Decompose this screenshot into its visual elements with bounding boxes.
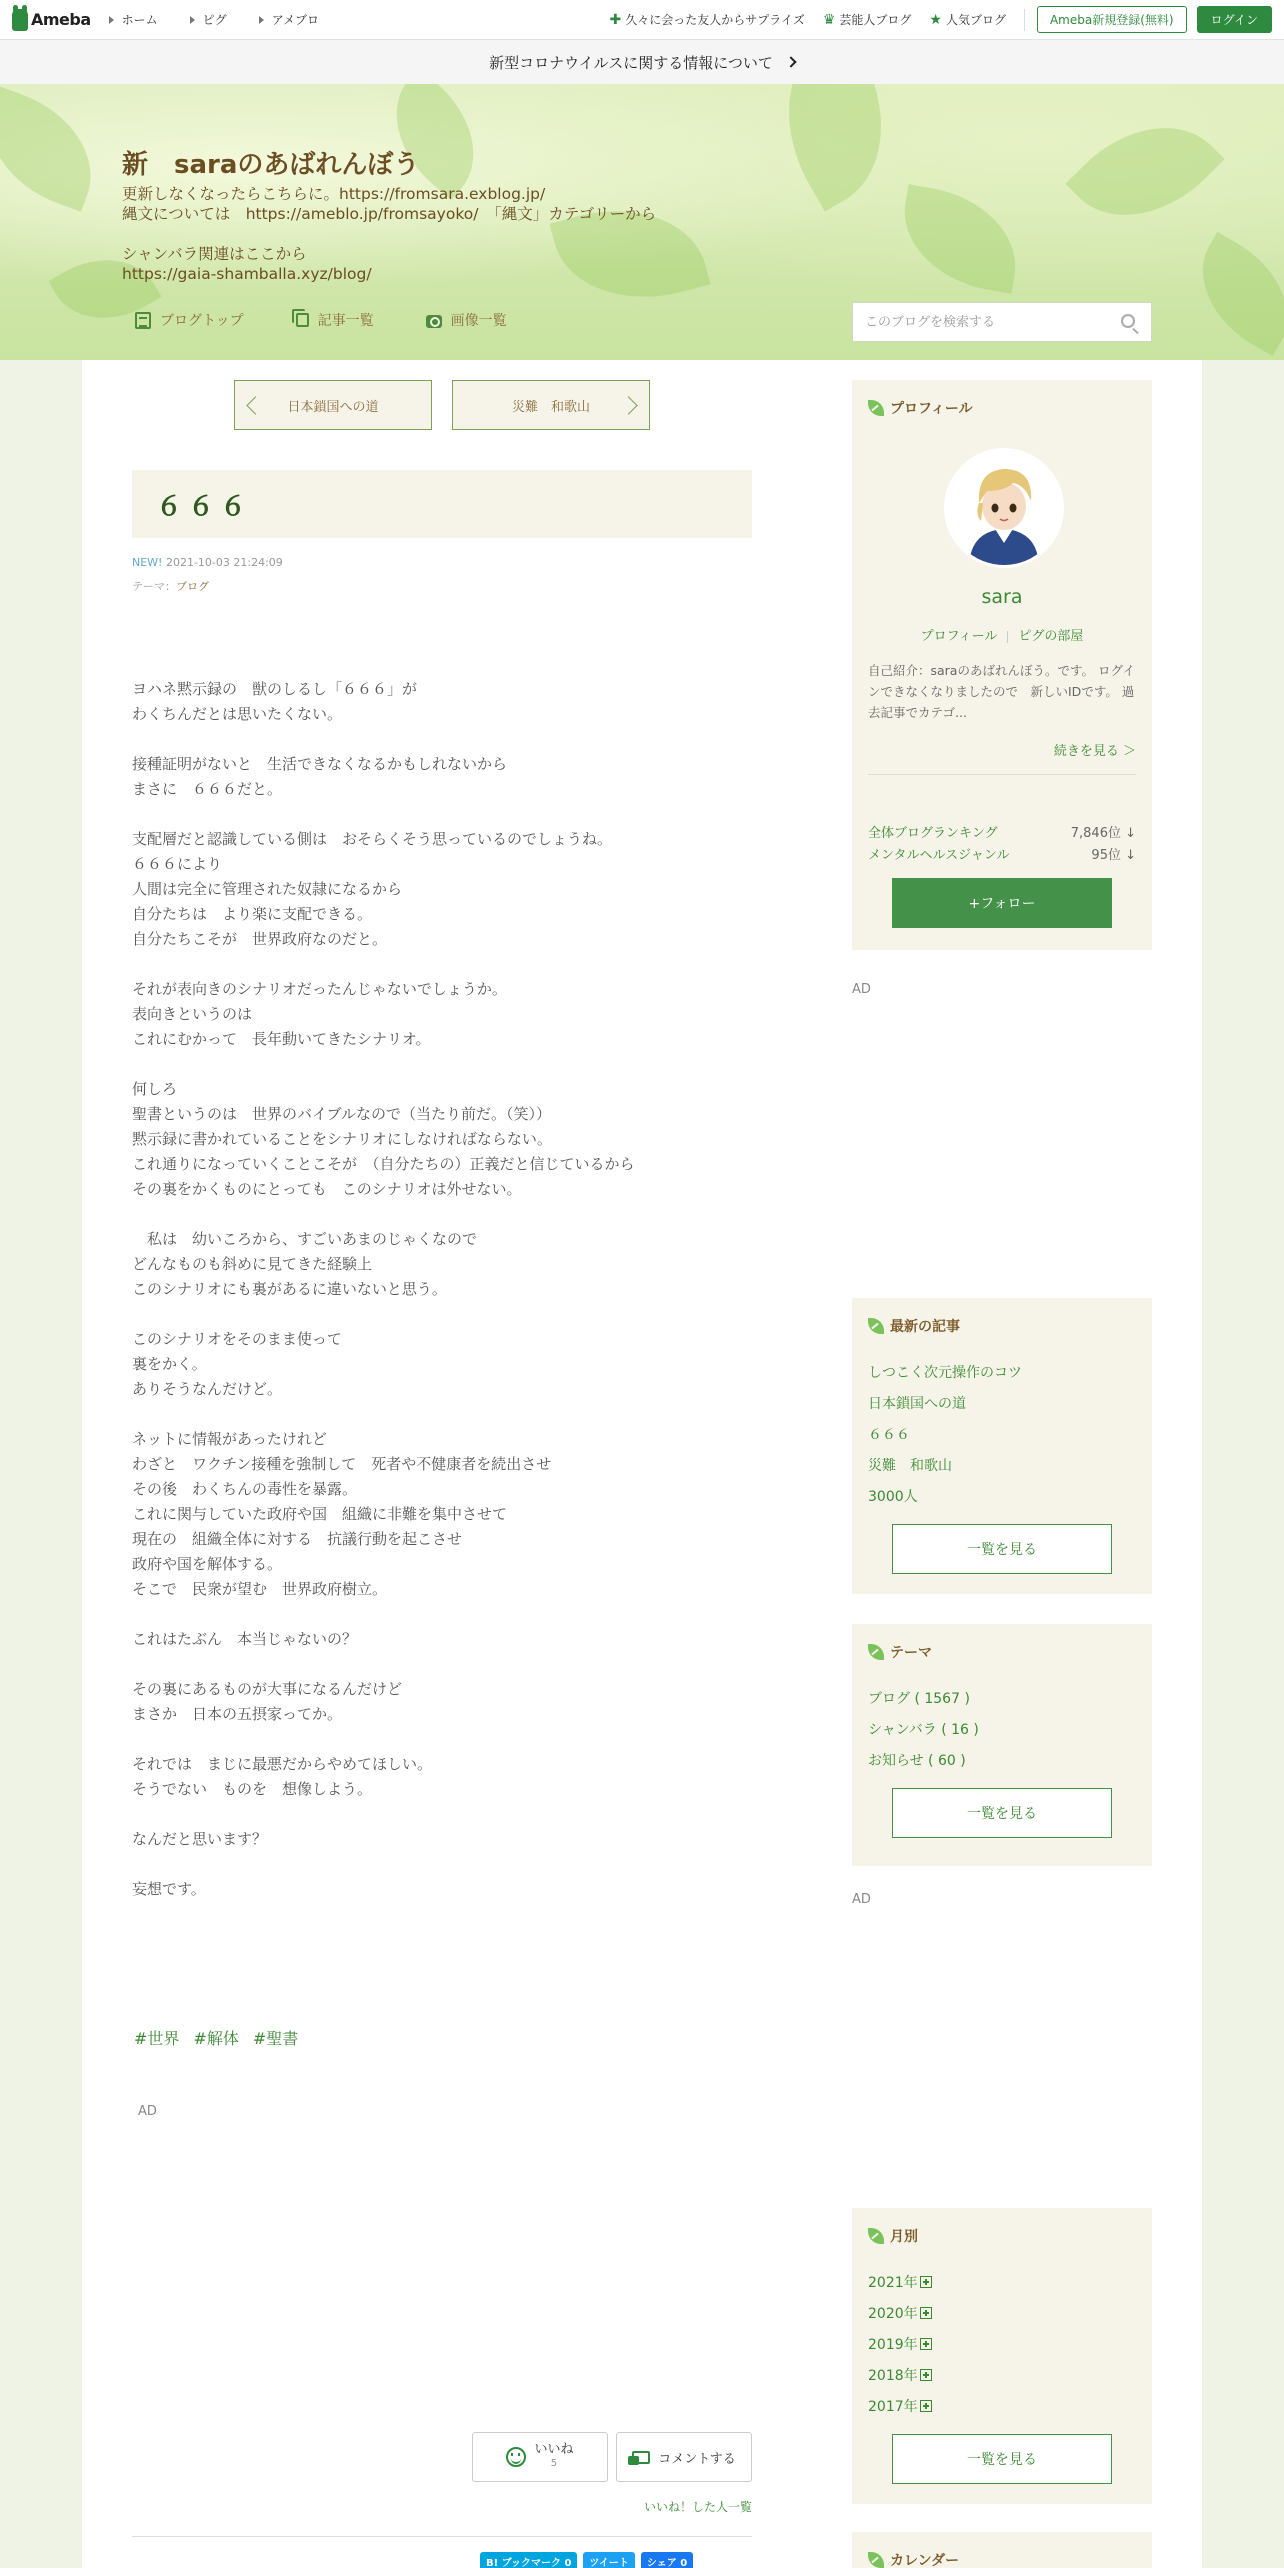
recent-entry-link[interactable]: しつこく次元操作のコツ	[868, 1365, 1022, 1381]
profile-intro: 自己紹介：saraのあばれんぼう。です。 ログインできなくなりましたので 新しいIDです。 過去記事でカテゴ...	[868, 663, 1135, 720]
popular-blog-link[interactable]	[929, 11, 1006, 28]
monthly-heading-text: 月別	[890, 2229, 918, 2245]
body-line: その後 わくちんの毒性を暴露。	[132, 1480, 358, 1498]
body-line: これにむかって 長年動いてきたシナリオ。	[132, 1030, 431, 1048]
article-title	[132, 470, 752, 538]
blog-top-label: ブログトップ	[160, 313, 244, 329]
entry-list-label: 記事一覧	[317, 313, 374, 329]
hashtag[interactable]: #聖書	[252, 2029, 299, 2048]
login-button[interactable]: ログイン	[1197, 6, 1272, 33]
body-line: これに関与していた政府や国 組織に非難を集中させて	[132, 1505, 508, 1523]
hashtag[interactable]: #解体	[193, 2029, 239, 2048]
like-text	[534, 2443, 573, 2471]
body-line: このシナリオにも裏があるに違いないと思う。	[132, 1280, 447, 1298]
article-body	[132, 652, 752, 1902]
body-line	[132, 1652, 752, 1677]
theme-heading-text: テーマ	[890, 1645, 932, 1661]
surprise-link[interactable]	[610, 11, 805, 28]
ad-label: AD	[852, 1892, 871, 1907]
body-line	[132, 1802, 752, 1827]
body-line	[132, 1602, 752, 1627]
body-line	[132, 1302, 752, 1327]
body-line: 何しろ	[132, 1080, 178, 1098]
leaf-decoration	[367, 84, 503, 200]
register-button[interactable]: Ameba新規登録(無料)	[1037, 6, 1187, 33]
body-line: その裏にあるものが大事になるんだけど	[132, 1680, 403, 1698]
body-line: まさか 日本の五摂家ってか。	[132, 1705, 343, 1723]
overall-ranking	[868, 822, 1136, 841]
nav-ameblo[interactable]: アメブロ	[259, 11, 319, 28]
body-line: そうでない ものを 想像しよう。	[132, 1780, 373, 1798]
body-line: どんなものも斜めに見てきた経験上	[132, 1255, 373, 1273]
body-line: 聖書というのは 世界のバイブルなので（当たり前だ。（笑））	[132, 1105, 551, 1123]
year-item[interactable]	[868, 2272, 1136, 2303]
body-line: 表向きというのは	[132, 1005, 253, 1023]
year-label: 2020年	[868, 2306, 918, 2322]
body-line: 自分たちは より楽に支配できる。	[132, 905, 373, 923]
ranking-label[interactable]: 全体ブログランキング	[868, 826, 998, 841]
follow-button[interactable]: +フォロー	[892, 878, 1112, 928]
document-icon	[135, 312, 151, 329]
blog-nav	[135, 310, 559, 330]
body-line: 現在の 組織全体に対する 抗議行動を起こさせ	[132, 1530, 463, 1548]
blog-description: 更新しなくなったらこちらに。https://fromsara.exblog.jp/ 縄文については https://ameblo.jp/fromsayoko/ 「縄文」カテゴリーから シャンバラ関連はここから https://gaia-shamballa.xyz/blog/	[122, 185, 657, 283]
year-label: 2018年	[868, 2368, 918, 2384]
year-label: 2019年	[868, 2337, 918, 2353]
calendar-heading	[868, 2532, 1136, 2568]
expand-plus-icon[interactable]	[920, 2307, 932, 2319]
header-right	[610, 6, 1284, 33]
calendar-heading-text: カレンダー	[890, 2553, 960, 2568]
body-line: なんだと思います？	[132, 1830, 268, 1848]
body-line	[132, 1052, 752, 1077]
body-line: ヨハネ黙示録の 獣のしるし「６６６」が	[132, 680, 418, 698]
profile-more-link[interactable]: 続きを見る ＞	[1053, 744, 1136, 759]
new-badge: NEW!	[132, 556, 163, 569]
divider	[1024, 9, 1025, 31]
smile-icon	[506, 2447, 526, 2467]
search-icon[interactable]	[1121, 314, 1135, 328]
body-line: それが表向きのシナリオだったんじゃないでしょうか。	[132, 980, 507, 998]
leaf-decoration	[750, 84, 920, 211]
recent-list	[868, 1362, 1136, 1517]
tweet-button[interactable]: ツイート	[583, 2552, 635, 2568]
nav-pigg[interactable]: ピグ	[190, 11, 227, 28]
theme-link[interactable]: シャンバラ ( 16 )	[868, 1722, 979, 1738]
like-button[interactable]	[472, 2432, 608, 2482]
profile-links	[852, 625, 1152, 644]
covid-notice-link[interactable]	[0, 40, 1284, 84]
body-line: ６６６により	[132, 855, 223, 873]
theme-link[interactable]: ブログ ( 1567 )	[868, 1691, 970, 1707]
body-line: 政府や国を解体する。	[132, 1555, 283, 1573]
blog-search	[852, 302, 1152, 342]
monthly-list	[868, 2272, 1136, 2427]
body-line: 黙示録に書かれていることをシナリオにしなければならない。	[132, 1130, 552, 1148]
leaf-decoration	[1065, 92, 1224, 251]
body-line: そこで 民衆が望む 世界政府樹立。	[132, 1580, 388, 1598]
popular-blog-label: 人気ブログ	[945, 13, 1006, 27]
leaf-icon	[868, 2228, 884, 2244]
body-line	[132, 1202, 752, 1227]
next-entry-button[interactable]	[452, 380, 650, 430]
main-content	[82, 360, 1202, 2568]
body-line: その裏をかくものにとっても このシナリオは外せない。	[132, 1180, 522, 1198]
profile-box	[852, 380, 1152, 950]
monthly-archive-box	[852, 2208, 1152, 2504]
expand-plus-icon[interactable]	[920, 2276, 932, 2288]
leaf-icon	[868, 1644, 884, 1660]
chevron-right-icon	[785, 56, 796, 67]
hashtag-list	[134, 2026, 312, 2049]
global-header	[0, 0, 1284, 40]
celebrity-blog-link[interactable]	[823, 11, 912, 28]
year-item[interactable]	[868, 2396, 1136, 2427]
pigg-room-link[interactable]: ピグの部屋	[1018, 629, 1084, 644]
comment-icon	[632, 2451, 650, 2464]
ranking-label[interactable]: メンタルヘルスジャンル	[868, 848, 1010, 863]
comment-label: コメントする	[658, 2451, 736, 2467]
image-list-link[interactable]	[426, 310, 507, 330]
year-label: 2017年	[868, 2399, 918, 2415]
theme-box	[852, 1624, 1152, 1866]
body-line: それでは まじに最悪だからやめてほしい。	[132, 1755, 433, 1773]
logo-text: Ameba	[31, 10, 91, 29]
ameba-logo-icon	[12, 9, 28, 31]
leaf-decoration	[893, 184, 1027, 293]
notice-text: 新型コロナウイルスに関する情報について	[489, 53, 773, 72]
next-entry-label: 災難 和歌山	[511, 399, 590, 415]
ad-label: AD	[138, 2104, 157, 2119]
celebrity-blog-label: 芸能人ブログ	[839, 13, 912, 27]
chevron-right-icon	[619, 396, 637, 414]
body-line: わざと ワクチン接種を強制して 死者や不健康者を続出させ	[132, 1455, 552, 1473]
article-title-text[interactable]: ６６６	[156, 491, 253, 522]
body-line	[132, 802, 752, 827]
theme-label: テーマ：	[132, 580, 176, 593]
leaf-decoration	[0, 86, 112, 212]
body-line	[132, 1727, 752, 1752]
recent-entry-link[interactable]: 日本鎖国への道	[868, 1396, 966, 1412]
hashtag[interactable]: #世界	[134, 2029, 180, 2048]
recent-entry-link[interactable]: 災難 和歌山	[868, 1458, 952, 1474]
chevron-left-icon	[246, 396, 264, 414]
year-item[interactable]	[868, 2303, 1136, 2334]
year-item[interactable]	[868, 2365, 1136, 2396]
body-line	[132, 952, 752, 977]
body-line: 支配層だと認識している側は おそらくそう思っているのでしょうね。	[132, 830, 613, 848]
article-theme	[132, 578, 209, 594]
plus-icon: ✚	[609, 11, 622, 28]
theme-list	[868, 1688, 1136, 1781]
crown-icon: ♛	[822, 11, 836, 28]
avatar[interactable]	[944, 448, 1064, 568]
monthly-more-button[interactable]: 一覧を見る	[892, 2434, 1112, 2484]
genre-ranking	[868, 844, 1136, 863]
recent-more-button[interactable]: 一覧を見る	[892, 1524, 1112, 1574]
surprise-link-label: 久々に会った友人からサプライズ	[625, 13, 805, 27]
body-line	[132, 1852, 752, 1877]
divider	[868, 774, 1136, 775]
like-count: 5	[550, 2458, 558, 2469]
leaf-icon	[868, 1318, 884, 1334]
ranking-value: 95位 ↓	[1091, 848, 1136, 863]
body-line	[132, 652, 752, 677]
avatar-image	[947, 451, 1061, 565]
theme-link[interactable]: お知らせ ( 60 )	[868, 1753, 966, 1769]
blog-top-link[interactable]	[135, 310, 244, 330]
expand-plus-icon[interactable]	[920, 2400, 932, 2412]
ad-label: AD	[852, 982, 871, 997]
share-buttons	[474, 2552, 693, 2568]
leaf-icon	[868, 400, 884, 416]
body-line	[132, 727, 752, 752]
blog-search-input[interactable]	[865, 315, 1105, 330]
body-line: 私は 幼いころから、すごいあまのじゃくなので	[132, 1230, 478, 1248]
facebook-share-button[interactable]: シェア 0	[641, 2552, 693, 2568]
recent-entry-link[interactable]: ６６６	[868, 1427, 910, 1443]
image-list-label: 画像一覧	[450, 313, 507, 329]
body-line: 人間は完全に管理された奴隷になるから	[132, 880, 403, 898]
theme-heading	[868, 1624, 1136, 1662]
body-line: 裏をかく。	[132, 1355, 207, 1373]
body-line: 妄想です。	[132, 1880, 206, 1898]
body-line: これはたぶん 本当じゃないの？	[132, 1630, 358, 1648]
year-item[interactable]	[868, 2334, 1136, 2365]
profile-name[interactable]: sara	[981, 586, 1023, 608]
body-line: 接種証明がないと 生活できなくなるかもしれないから	[132, 755, 508, 773]
star-icon: ★	[929, 11, 942, 28]
camera-icon	[426, 315, 442, 328]
expand-plus-icon[interactable]	[920, 2369, 932, 2381]
year-label: 2021年	[868, 2275, 918, 2291]
ameba-logo[interactable]	[12, 9, 91, 31]
prev-entry-button[interactable]	[234, 380, 432, 430]
global-nav	[109, 11, 351, 28]
article-meta	[132, 556, 283, 569]
profile-heading	[868, 380, 1136, 418]
recent-entries-box	[852, 1298, 1152, 1594]
body-line: わくちんだとは思いたくない。	[132, 705, 343, 723]
body-line: このシナリオをそのまま使って	[132, 1330, 342, 1348]
leaf-decoration	[1177, 232, 1284, 356]
nav-home[interactable]: ホーム	[109, 11, 158, 28]
blog-title[interactable]: 新 saraのあばれんぼう	[122, 150, 420, 180]
body-line	[132, 1402, 752, 1427]
body-line: 自分たちこそが 世界政府なのだと。	[132, 930, 388, 948]
theme-more-button[interactable]: 一覧を見る	[892, 1788, 1112, 1838]
profile-link[interactable]: プロフィール	[920, 629, 998, 644]
ranking-value: 7,846位 ↓	[1070, 826, 1136, 841]
divider	[1007, 631, 1008, 643]
entry-list-link[interactable]	[296, 310, 374, 330]
comment-button[interactable]	[616, 2432, 752, 2482]
recent-heading	[868, 1298, 1136, 1336]
calendar-box	[852, 2532, 1152, 2568]
divider	[132, 2536, 752, 2537]
recent-entry-link[interactable]: 3000人	[868, 1489, 918, 1505]
hatena-bookmark-button[interactable]: B! ブックマーク 0	[480, 2552, 577, 2568]
liked-users-link[interactable]: いいね！した人一覧	[643, 2500, 752, 2514]
body-line: ありそうなんだけど。	[132, 1380, 283, 1398]
body-line: ネットに情報があったけれど	[132, 1430, 327, 1448]
list-icon	[296, 313, 309, 327]
leaf-icon	[868, 2552, 884, 2568]
theme-link[interactable]: ブログ	[176, 580, 209, 593]
expand-plus-icon[interactable]	[920, 2338, 932, 2350]
like-label: いいね	[534, 2442, 574, 2457]
body-line: これ通りになっていくことこそが （自分たちの）正義だと信じているから	[132, 1155, 635, 1173]
monthly-heading	[868, 2208, 1136, 2246]
profile-heading-text: プロフィール	[890, 401, 973, 417]
recent-heading-text: 最新の記事	[890, 1319, 960, 1335]
article-date: 2021-10-03 21:24:09	[165, 556, 283, 569]
blog-header	[0, 84, 1284, 360]
body-line: まさに ６６６だと。	[132, 780, 283, 798]
prev-entry-label: 日本鎖国への道	[287, 399, 379, 415]
